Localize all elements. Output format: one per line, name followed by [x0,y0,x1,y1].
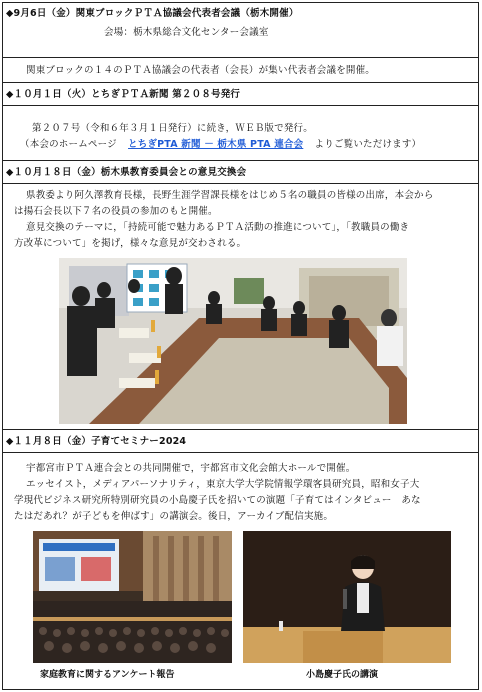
lecture-caption: 小島慶子氏の講演 [306,670,379,680]
survey-report-caption: 家庭教育に関するアンケート報告 [40,670,175,680]
section-3-line-4: 方改革について」を掲げ，様々な意見が交わされる。 [14,238,247,249]
lecture-photo [243,531,451,663]
section-4-line-3: 学現代ビジネス研究所特別研究員の小島慶子氏を招いての演題「子育てはインタビュー あな [14,495,421,506]
section-2-header [2,83,479,106]
section-4-line-4: たはだあれ？が子どもを伸ばす」の講演会。後日，アーカイブ配信実施。 [14,511,334,522]
section-1-venue: 会場：栃木県総合文化センター会議室 [104,27,269,38]
section-3-line-1: 県教委より阿久澤教育長様，長野生涯学習課長様をはじめ５名の職員の皆様の出席，本会から [26,190,434,201]
link-prefix: （本会のホームページ [20,139,117,150]
section-4-line-1: 宇都宮市ＰＴＡ連合会との共同開催で，宇都宮市文化会館大ホールで開催。 [26,463,356,474]
survey-report-photo [33,531,232,663]
section-4-body [2,453,479,690]
section-4-heading: ◆１１月８日（金）子育てセミナー2024 [6,436,187,447]
section-1-header [2,2,479,58]
section-3-line-2: は揚石会長以下７名の役員の参加のもと開催。 [14,206,218,217]
section-4-header [2,430,479,453]
section-3-header [2,161,479,184]
section-2-body [2,106,479,161]
link-suffix: よりご覧いただけます） [314,139,422,150]
section-3-body [2,184,479,430]
section-3-line-3: 意見交換のテーマに，「持続可能で魅力あるＰＴＡ活動の推進について」，「教職員の働き [26,222,410,233]
section-3-heading: ◆１０月１８日（金）栃木県教育委員会との意見交換会 [6,167,247,178]
meeting-photo [59,258,407,424]
section-1-heading: ◆9月6日（金）関東ブロックＰＴＡ協議会代表者会議（栃木開催） [6,8,299,19]
section-2-heading: ◆１０月１日（火）とちぎＰＴＡ新聞 第２０８号発行 [6,89,241,100]
section-2-text: 第２０７号（令和６年３月１日発行）に続き，ＷＥＢ版で発行。 [32,123,313,134]
section-1-body [2,58,479,83]
section-4-line-2: エッセイスト，メディアパーソナリティ，東京大学大学院情報学環客員研究員，昭和女子大 [26,479,420,490]
section-1-text: 関東ブロックの１４のＰＴＡ協議会の代表者（会長）が集い代表者会議を開催。 [26,65,376,76]
homepage-link[interactable]: とちぎPTA 新聞 － 栃木県 PTA 連合会 [128,139,304,150]
section-2-link-line [20,137,421,152]
